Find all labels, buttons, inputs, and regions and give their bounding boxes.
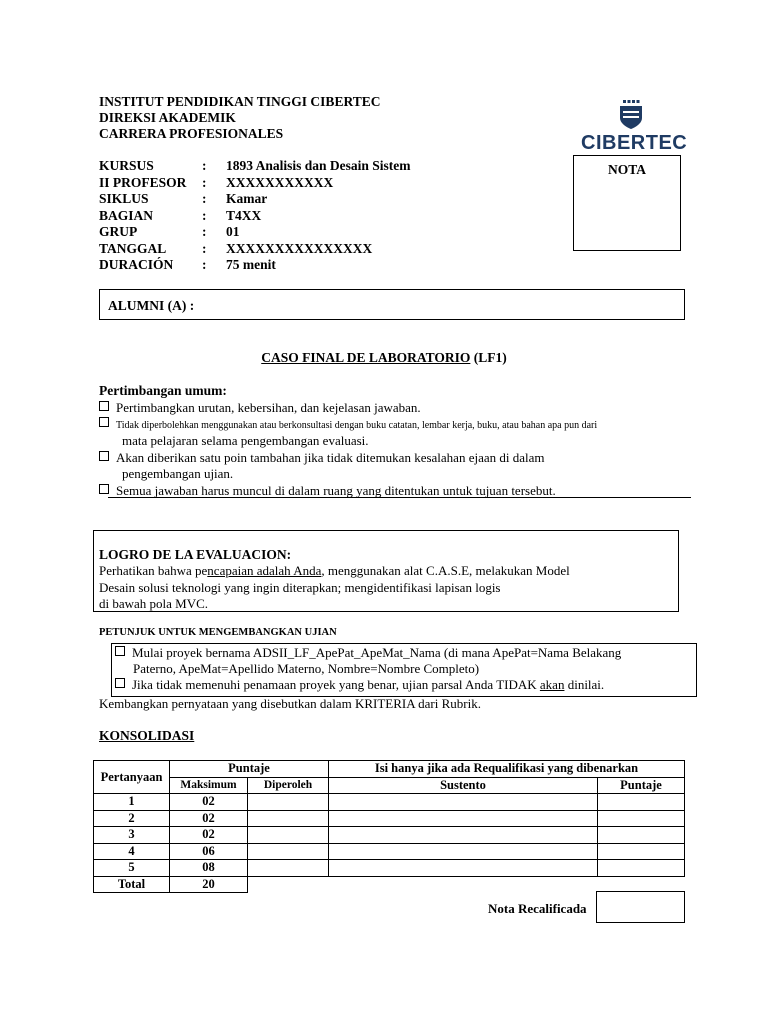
rubric-instruction: Kembangkan pernyataan yang disebutkan dalam KRITERIA dari Rubrik. xyxy=(99,696,481,711)
total-max-score: 20 xyxy=(170,876,248,893)
info-key: II PROFESOR xyxy=(99,174,187,190)
info-sep: : xyxy=(202,240,207,256)
table-row xyxy=(94,827,685,844)
info-sep: : xyxy=(202,191,207,206)
justification-cell[interactable] xyxy=(329,810,598,827)
institution-name: INSTITUT PENDIDIKAN TINGGI CIBERTEC xyxy=(99,94,381,109)
obtained-cell[interactable] xyxy=(248,860,329,877)
cibertec-logo xyxy=(581,100,688,155)
divider xyxy=(108,497,691,498)
info-row xyxy=(99,224,411,241)
col-max: Maksimum xyxy=(170,777,248,794)
table-row xyxy=(94,860,685,877)
student-label: ALUMNI (A) : xyxy=(108,298,195,313)
exam-title-code: (LF1) xyxy=(470,350,507,365)
general-considerations-heading: Pertimbangan umum: xyxy=(99,383,227,398)
instruction-text: akan xyxy=(539,677,565,692)
obtained-cell[interactable] xyxy=(248,810,329,827)
checkbox-icon xyxy=(99,417,109,427)
info-sep: : xyxy=(202,257,207,272)
score-table xyxy=(93,760,685,893)
col-justification: Sustento xyxy=(329,777,598,794)
consideration-item xyxy=(99,417,597,434)
justification-cell[interactable] xyxy=(329,860,598,877)
info-sep: : xyxy=(202,207,207,223)
shield-icon xyxy=(618,100,644,130)
info-value: XXXXXXXXXXXXXXX xyxy=(226,240,373,256)
consideration-item xyxy=(99,400,421,416)
info-row xyxy=(99,241,411,258)
col-question: Pertanyaan xyxy=(94,761,170,794)
table-subheader-row xyxy=(94,777,685,794)
info-key: GRUP xyxy=(99,224,138,239)
question-number: 1 xyxy=(94,794,170,811)
consideration-text: Pertimbangkan urutan, kebersihan, dan kejelasan jawaban. xyxy=(116,400,421,415)
course-info xyxy=(99,158,411,274)
info-value: Kamar xyxy=(226,191,268,206)
consolidation-heading: KONSOLIDASI xyxy=(99,728,195,743)
learning-outcome-heading: LOGRO DE LA EVALUACION: xyxy=(99,547,292,562)
obtained-cell[interactable] xyxy=(248,794,329,811)
table-row xyxy=(94,843,685,860)
info-key: KURSUS xyxy=(99,158,154,173)
col-requalification: Isi hanya jika ada Requalifikasi yang dibenarkan xyxy=(329,761,685,778)
max-score: 02 xyxy=(170,794,248,811)
info-value: T4XX xyxy=(226,207,262,223)
checkbox-icon xyxy=(115,646,125,656)
instruction-text: Jika tidak memenuhi penamaan proyek yang benar, ujian parsal Anda TIDAK xyxy=(132,677,540,692)
consideration-text: mata pelajaran selama pengembangan evaluasi. xyxy=(122,433,369,448)
obtained-cell[interactable] xyxy=(248,827,329,844)
max-score: 08 xyxy=(170,860,248,877)
info-value: 75 menit xyxy=(226,257,276,272)
info-row xyxy=(99,208,411,225)
instructions-heading: PETUNJUK UNTUK MENGEMBANGKAN UJIAN xyxy=(99,627,337,638)
text-span: , menggunakan alat C.A.S.E, melakukan Model xyxy=(321,563,570,578)
info-sep: : xyxy=(202,224,207,239)
department-name: DIREKSI AKADEMIK xyxy=(99,110,236,125)
exam-title-main: CASO FINAL DE LABORATORIO xyxy=(261,350,471,365)
consideration-item xyxy=(99,450,545,466)
info-sep: : xyxy=(202,158,207,173)
question-number: 4 xyxy=(94,843,170,860)
requalified-grade-label: Nota Recalificada xyxy=(488,901,587,916)
institution-header xyxy=(99,94,380,142)
instructions-list xyxy=(111,645,621,693)
consideration-text: pengembangan ujian. xyxy=(122,466,234,481)
program-name: CARRERA PROFESIONALES xyxy=(99,126,284,141)
info-key: SIKLUS xyxy=(99,191,149,206)
max-score: 02 xyxy=(170,827,248,844)
learning-outcome-text xyxy=(99,563,679,613)
info-row xyxy=(99,175,411,192)
justification-cell[interactable] xyxy=(329,827,598,844)
checkbox-icon xyxy=(115,678,125,688)
consideration-text: Semua jawaban harus muncul di dalam ruang yang ditentukan untuk tujuan tersebut. xyxy=(116,483,556,498)
info-row xyxy=(99,158,411,175)
info-value: 01 xyxy=(226,224,240,239)
total-label: Total xyxy=(94,876,170,893)
col-score: Puntaje xyxy=(170,761,329,778)
table-header-row xyxy=(94,761,685,778)
max-score: 06 xyxy=(170,843,248,860)
text-span: Perhatikan bahwa pe xyxy=(99,563,208,578)
question-number: 5 xyxy=(94,860,170,877)
max-score: 02 xyxy=(170,810,248,827)
requal-score-cell[interactable] xyxy=(598,794,685,811)
instruction-text: Mulai proyek bernama ADSII_LF_ApePat_ApeMat_Nama (di mana ApePat=Nama Belakang xyxy=(132,645,622,660)
info-key: BAGIAN xyxy=(99,207,154,223)
question-number: 3 xyxy=(94,827,170,844)
table-row xyxy=(94,810,685,827)
requal-score-cell[interactable] xyxy=(598,860,685,877)
learning-outcome-line: di bawah pola MVC. xyxy=(99,596,209,611)
requalified-grade-box[interactable] xyxy=(596,891,685,923)
instruction-text: dinilai. xyxy=(564,677,605,692)
exam-title xyxy=(0,350,768,366)
col-requal-score: Puntaje xyxy=(598,777,685,794)
logo-text: CIBERTEC xyxy=(581,132,688,154)
checkbox-icon xyxy=(99,484,109,494)
learning-outcome-line: Desain solusi teknologi yang ingin diterapkan; mengidentifikasi lapisan logis xyxy=(99,579,501,595)
checkbox-icon xyxy=(99,401,109,411)
requal-score-cell[interactable] xyxy=(598,843,685,860)
info-row xyxy=(99,191,411,208)
student-name-field[interactable] xyxy=(99,289,685,320)
info-value: XXXXXXXXXXX xyxy=(226,174,334,190)
learning-outcome-line xyxy=(99,563,679,580)
info-row xyxy=(99,257,411,274)
instruction-text: Paterno, ApeMat=Apellido Materno, Nombre=Nombre Completo) xyxy=(133,661,480,676)
info-key: DURACIÓN xyxy=(99,257,174,272)
requal-score-cell[interactable] xyxy=(598,810,685,827)
requal-score-cell[interactable] xyxy=(598,827,685,844)
grade-box xyxy=(573,155,681,251)
justification-cell[interactable] xyxy=(329,794,598,811)
grade-label: NOTA xyxy=(607,162,646,177)
info-value: 1893 Analisis dan Desain Sistem xyxy=(226,158,411,173)
checkbox-icon xyxy=(99,451,109,461)
justification-cell[interactable] xyxy=(329,843,598,860)
consideration-text: Akan diberikan satu poin tambahan jika tidak ditemukan kesalahan ejaan di dalam xyxy=(116,450,545,465)
question-number: 2 xyxy=(94,810,170,827)
table-row xyxy=(94,794,685,811)
obtained-cell[interactable] xyxy=(248,843,329,860)
info-key: TANGGAL xyxy=(99,240,167,256)
text-span: ncapaian adalah Anda xyxy=(207,563,322,578)
instruction-item xyxy=(111,677,621,693)
info-sep: : xyxy=(202,174,207,190)
col-obtained: Diperoleh xyxy=(248,777,329,794)
instruction-item xyxy=(111,645,621,661)
consideration-text: Tidak diperbolehkan menggunakan atau berkonsultasi dengan buku catatan, lembar kerja, buku, atau bahan apa pun dari xyxy=(116,420,598,431)
